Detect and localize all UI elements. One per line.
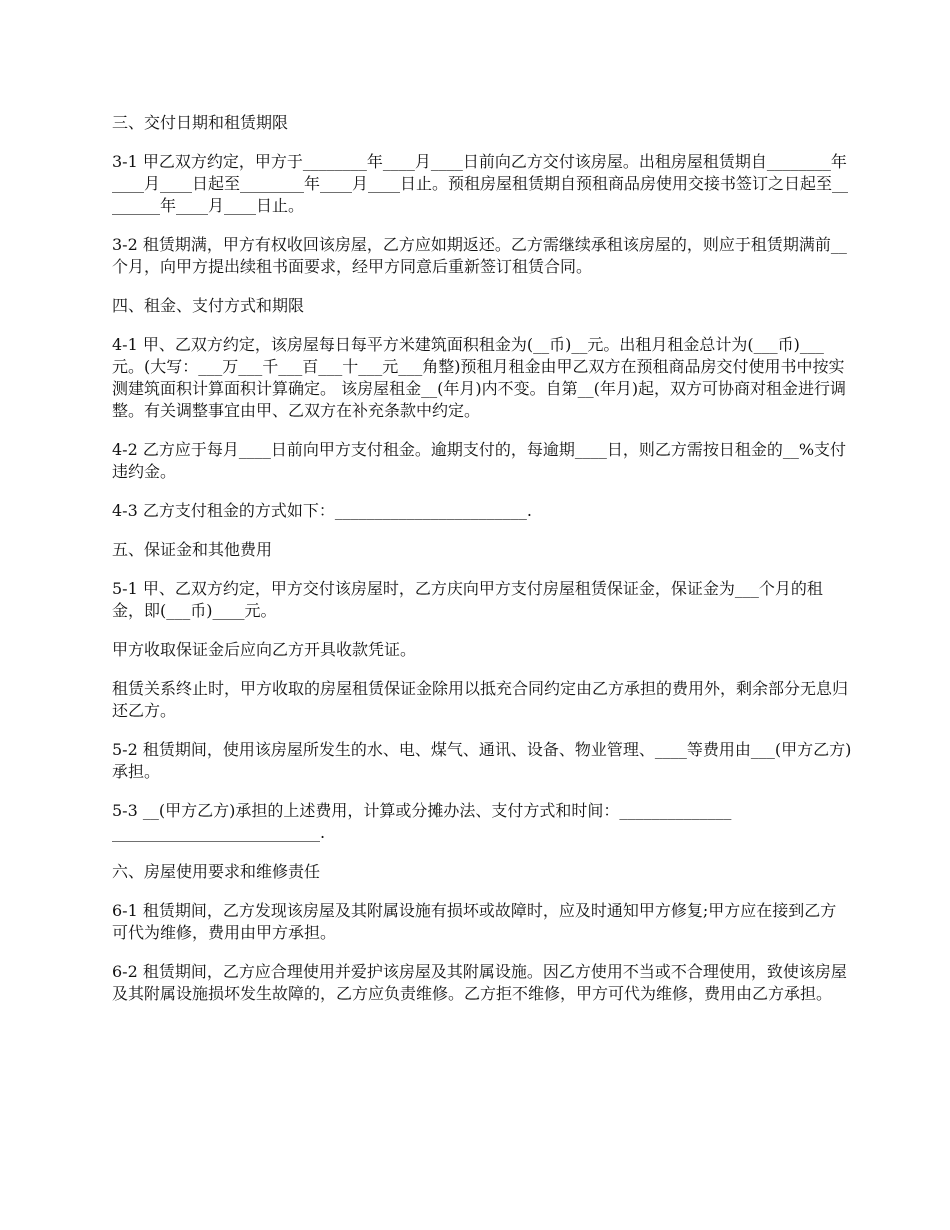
section-heading-use-maintenance: 六、房屋使用要求和维修责任: [112, 862, 321, 881]
clause-6-2: 6-2 租赁期间，乙方应合理使用并爱护该房屋及其附属设施。因乙方使用不当或不合理使用，致使该房屋及其附属设施损坏发生故障的，乙方应负责维修。乙方拒不维修，甲方可代为维修，费用由乙方承担。: [112, 962, 847, 1003]
document-page: [112, 112, 852, 1022]
clause-5-1: 5-1 甲、乙双方约定，甲方交付该房屋时，乙方庆向甲方支付房屋租赁保证金，保证金为___个月的租金，即(___币)____元。: [112, 579, 823, 620]
clause-3-1: 3-1 甲乙双方约定，甲方于________年____月____日前向乙方交付该房屋。出租房屋租赁期自________年____月____日起至________年____月____日止。预租房屋租赁期自预租商品房使用交接书签订之日起至________年____月____日止。: [112, 152, 849, 215]
clause-3-2: 3-2 租赁期满，甲方有权收回该房屋，乙方应如期返还。乙方需继续承租该房屋的，则应于租赁期满前__个月，向甲方提出续租书面要求，经甲方同意后重新签订租赁合同。: [112, 235, 847, 276]
clause-5-2: 5-2 租赁期间，使用该房屋所发生的水、电、煤气、通讯、设备、物业管理、____等费用由___(甲方乙方)承担。: [112, 740, 852, 781]
section-heading-deposit-fees: 五、保证金和其他费用: [112, 540, 273, 559]
clause-4-1: 4-1 甲、乙双方约定，该房屋每日每平方米建筑面积租金为(__币)__元。出租月租金总计为(___币)___元。(大写：___万___千___百___十___元___角整)预租月租金由甲乙双方在预租商品房交付使用书中按实测建筑面积计算面积计算确定。 该房屋租金__(年月)内不变。自第__(年月)起，双方可协商对租金进行调整。有关调整事宜由甲、乙双方在补充条款中约定。: [112, 335, 847, 420]
clause-6-1: 6-1 租赁期间，乙方发现该房屋及其附属设施有损坏或故障时，应及时通知甲方修复;甲方应在接到乙方可代为维修，费用由甲方承担。: [112, 901, 837, 942]
deposit-receipt-paragraph: 甲方收取保证金后应向乙方开具收款凭证。: [112, 640, 417, 659]
deposit-return-paragraph: 租赁关系终止时，甲方收取的房屋租赁保证金除用以抵充合同约定由乙方承担的费用外，剩余部分无息归还乙方。: [112, 679, 849, 720]
clause-5-3: 5-3 __(甲方乙方)承担的上述费用，计算或分摊办法、支付方式和时间：______________ __________________________.: [112, 801, 732, 842]
section-heading-delivery-term: 三、交付日期和租赁期限: [112, 113, 289, 132]
clause-4-2: 4-2 乙方应于每月____日前向甲方支付租金。逾期支付的，每逾期____日，则乙方需按日租金的__%支付违约金。: [112, 440, 847, 481]
section-heading-rent-payment: 四、租金、支付方式和期限: [112, 296, 305, 315]
clause-4-3: 4-3 乙方支付租金的方式如下：________________________.: [112, 501, 532, 520]
